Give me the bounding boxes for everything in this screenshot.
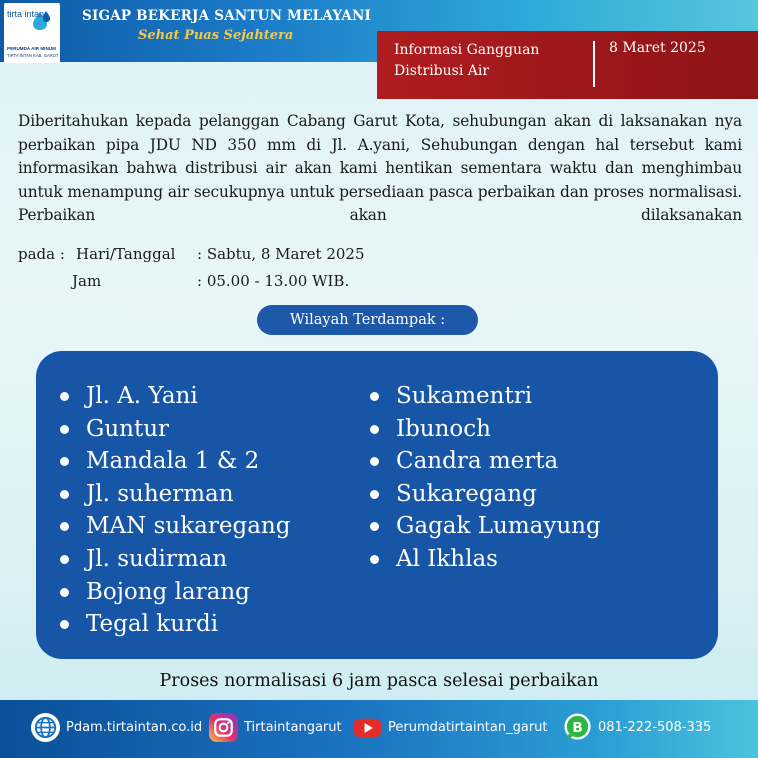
affected-area-item: Mandala 1 & 2 (60, 445, 290, 478)
affected-area-item: Guntur (60, 413, 290, 446)
instagram-contact[interactable] (208, 710, 342, 744)
affected-area-item: Jl. suherman (60, 478, 290, 511)
day-label: Hari/Tanggal (76, 245, 176, 263)
affected-area-item: Sukamentri (370, 380, 601, 413)
pada-label: pada : (18, 245, 65, 263)
affected-areas-label: Wilayah Terdampak : (257, 305, 478, 335)
logo-brand-text: tirta intan (7, 9, 45, 19)
website-contact[interactable] (30, 710, 202, 744)
affected-area-item: Candra merta (370, 445, 601, 478)
affected-area-item: Ibunoch (370, 413, 601, 446)
affected-area-item: Jl. sudirman (60, 543, 290, 576)
affected-area-item: MAN sukaregang (60, 510, 290, 543)
normalization-note: Proses normalisasi 6 jam pasca selesai perbaikan (159, 671, 599, 691)
youtube-channel: Perumdatirtaintan_garut (388, 719, 548, 735)
affected-area-item: Jl. A. Yani (60, 380, 290, 413)
website-text: Pdam.tirtaintan.co.id (66, 719, 203, 735)
whatsapp-contact[interactable] (562, 710, 711, 744)
tagline: Sehat Puas Sejahtera (138, 28, 294, 43)
notice-date: 8 Maret 2025 (609, 40, 706, 56)
company-logo (4, 3, 60, 63)
affected-area-item: Al Ikhlas (370, 543, 601, 576)
time-value: : 05.00 - 13.00 WIB. (197, 272, 350, 290)
affected-area-item: Tegal kurdi (60, 608, 290, 641)
logo-subtitle-2: TIRTA INTAN KAB. GARUT (7, 53, 59, 58)
time-label: Jam (72, 272, 102, 290)
notice-header (377, 31, 758, 99)
slogan: SIGAP BEKERJA SANTUN MELAYANI (82, 8, 372, 24)
day-value: : Sabtu, 8 Maret 2025 (197, 245, 365, 263)
affected-area-item: Gagak Lumayung (370, 510, 601, 543)
instagram-icon (208, 712, 239, 743)
svg-text:B: B (572, 719, 583, 736)
youtube-icon (352, 712, 383, 743)
announcement-paragraph: Diberitahukan kepada pelanggan Cabang Garut Kota, sehubungan akan di laksanakan nya perbaikan pipa JDU ND 350 mm di Jl. A.yani, Sehubungan dengan hal tersebut kami informasikan bahwa distribusi air akan kami hentikan sementara waktu dan menghimbau untuk menampung air secukupnya untuk persediaan pasca perbaikan dan proses normalisasi. Perbaikan akan dilaksanakan (18, 112, 742, 224)
affected-area-item: Sukaregang (370, 478, 601, 511)
globe-icon (30, 712, 61, 743)
logo-subtitle: PERUMDA AIR MINUM (7, 46, 56, 51)
youtube-contact[interactable] (352, 710, 548, 744)
affected-area-item: Bojong larang (60, 576, 290, 609)
whatsapp-business-icon (562, 712, 593, 743)
notice-divider (593, 41, 595, 87)
whatsapp-number: 081-222-508-335 (598, 719, 712, 735)
notice-title: Informasi Gangguan Distribusi Air (394, 42, 540, 79)
instagram-handle: Tirtaintangarut (244, 719, 342, 735)
affected-areas-left-list (60, 380, 290, 641)
affected-areas-right-list (370, 380, 601, 576)
